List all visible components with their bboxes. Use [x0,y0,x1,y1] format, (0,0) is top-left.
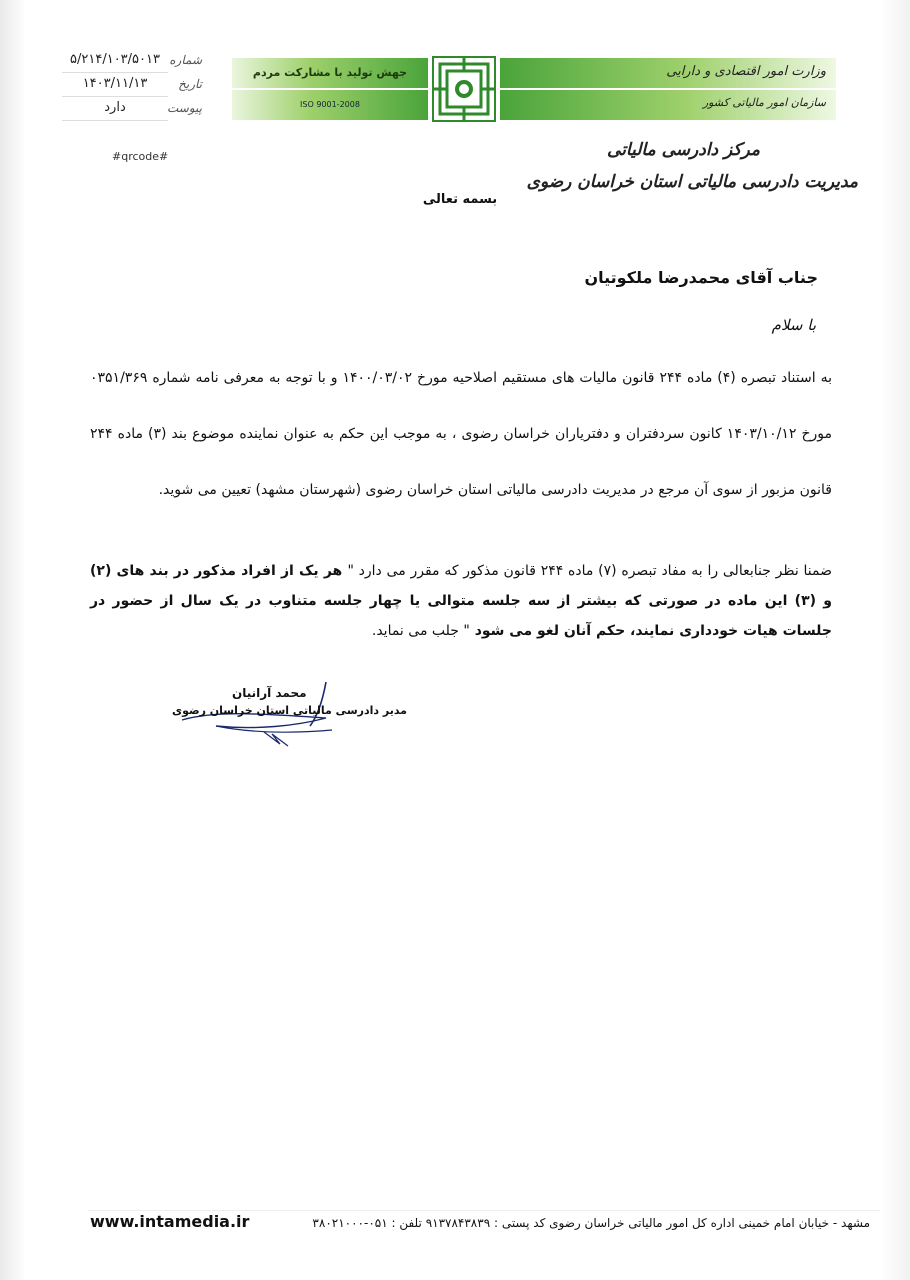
reference-attachment: دارد [62,96,168,121]
number-label: شماره [169,53,202,67]
invocation: بسمه تعالی [422,192,498,207]
qrcode-placeholder: #qrcode# [112,150,169,163]
organization-name: سازمان امور مالیاتی کشور [702,96,826,109]
slogan-text: جهش تولید با مشارکت مردم [252,66,408,79]
signer-title: مدیر دادرسی مالیاتی استان خراسان رضوی [172,704,407,717]
administration-name: مدیریت دادرسی مالیاتی استان خراسان رضوی [526,172,858,192]
banner-divider [500,88,836,90]
footer-divider [88,1210,880,1211]
notice-lead: ضمنا نظر جنابعالی را به مفاد تبصره (۷) ماده ۲۴۴ قانون مذکور که مقرر می دارد " [347,563,833,579]
banner-divider [232,88,428,90]
tax-organization-emblem-icon [432,56,496,122]
greeting: با سلام [771,316,816,334]
website-watermark: www.intamedia.ir [90,1212,250,1231]
footer-address: مشهد - خیابان امام خمینی اداره کل امور مالیاتی خراسان رضوی کد پستی : ۹۱۳۷۸۴۳۸۳۹ تلفن : ۰۵۱-۳۸۰۲۱۰۰۰ [312,1216,870,1230]
reference-date: ۱۴۰۳/۱۱/۱۳ [62,72,168,97]
reference-block [62,48,202,120]
date-label: تاریخ [178,77,202,91]
reference-number: ۵/۲۱۴/۱۰۳/۵۰۱۳ [62,48,168,73]
reference-attachment-row [62,96,202,120]
addressee: جناب آقای محمدرضا ملکوتیان [584,268,818,287]
ministry-banner [500,58,836,120]
iso-text: ISO 9001-2008 [300,100,360,109]
reference-number-row [62,48,202,72]
notice-quote: هر یک از افراد مذکور در بند های (۲) و (۳) این ماده در صورتی که بیشتر از سه جلسه متوالی یا چهار جلسه متناوب در یک سال از حضور در جلسات هیات خودداری نمایند، حکم آنان لغو می شود [90,563,832,639]
notice-tail: " جلب می نماید. [371,623,470,639]
paragraph-notice [90,556,832,646]
slogan-banner [232,58,428,120]
paragraph-appointment: به استناد تبصره (۴) ماده ۲۴۴ قانون مالیات های مستقیم اصلاحیه مورخ ۱۴۰۰/۰۳/۰۲ و با توجه به معرفی نامه شماره ۰۳۵۱/۳۶۹ مورخ ۱۴۰۳/۱۰/۱۲ کانون سردفتران و دفتریاران خراسان رضوی ، به موجب این حکم به عنوان نماینده موضوع بند (۳) ماده ۲۴۴ قانون مزبور از سوی آن مرجع در مدیریت دادرسی مالیاتی استان خراسان رضوی (شهرستان مشهد) تعیین می شوید. [90,370,832,498]
reference-date-row [62,72,202,96]
center-name: مرکز دادرسی مالیاتی [607,140,760,160]
ministry-name: وزارت امور اقتصادی و دارایی [666,64,826,79]
signer-name: محمد آرانیان [232,686,307,700]
attachment-label: پیوست [167,101,202,115]
